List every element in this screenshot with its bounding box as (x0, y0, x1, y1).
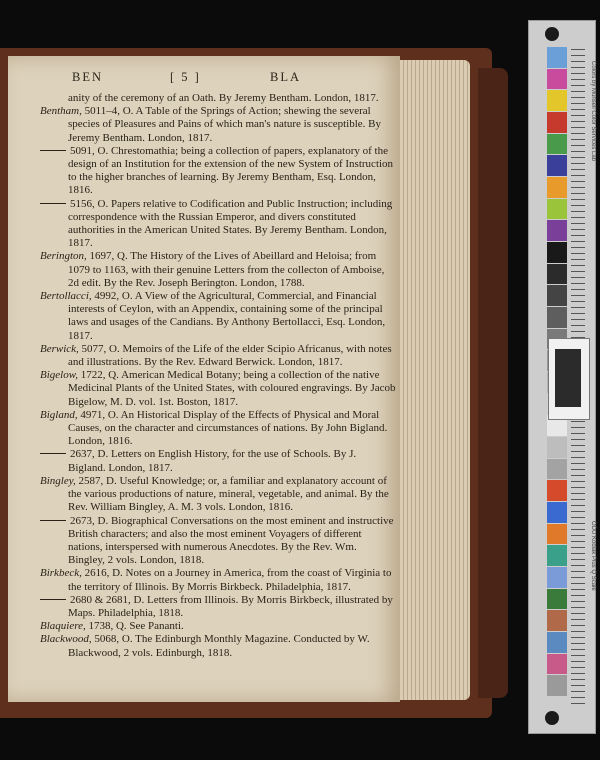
catalogue-entry (28, 92, 396, 105)
color-swatch (547, 589, 567, 610)
catalogue-entry (28, 198, 396, 251)
color-swatch (547, 545, 567, 566)
catalogue-entry (28, 409, 396, 449)
entry-text: 5077, O. Memoirs of the Life of the elder Scipio Africanus, with notes and illustrations. By the Rev. Edward Berwick. London, 1817. (68, 342, 392, 369)
color-swatch (547, 220, 567, 241)
book-page (8, 56, 400, 702)
entry-text: 2637, D. Letters on English History, for the use of Schools. By J. Bigland. London, 1817. (68, 448, 357, 474)
color-swatch (547, 134, 567, 155)
color-swatch (547, 47, 567, 68)
entry-text: 5011–4, O. A Table of the Springs of Action; shewing the several species of Pleasures and Pains of which man's nature is susceptible. By Jeremy Bentham. London, 1817. (68, 105, 381, 144)
catalogue-entry (28, 105, 396, 145)
entry-author: Bigelow, (40, 369, 78, 382)
ditto-dash (40, 599, 66, 600)
color-swatch (547, 177, 567, 198)
catalogue-entry (28, 633, 396, 659)
ditto-dash (40, 520, 66, 521)
color-swatch (547, 567, 567, 588)
catalogue-entry (28, 475, 396, 515)
book-spine (478, 68, 508, 698)
page-number: [ 5 ] (170, 70, 201, 84)
color-swatch (547, 155, 567, 176)
entry-text: 1697, Q. The History of the Lives of Abeillard and Heloisa; from 1079 to 1163, with their genuine Letters from the collecton of Amboise, 2d edit. By the Rev. Joseph Berington. London, 1788. (68, 250, 385, 289)
catalogue-entry (28, 369, 396, 409)
entry-text: 5091, O. Chrestomathia; being a collection of papers, explanatory of the design of an Institution for the extension of the new System of Instruction to the higher branches of learning. By Jeremy Bentham, Esq. London, 1816. (68, 144, 394, 197)
color-swatch (547, 632, 567, 653)
entry-text: 5068, O. The Edinburgh Monthly Magazine. Conducted by W. Blackwood, 2 vols. Edinburgh, 1818. (68, 633, 370, 659)
color-swatch (547, 610, 567, 631)
entry-text: 2616, D. Notes on a Journey in America, from the coast of Virginia to the territory of Illinois. By Morris Birkbeck. Philadelphia, 1817. (68, 567, 392, 593)
header-right: BLA (270, 70, 301, 84)
catalogue-entry (28, 343, 396, 369)
catalogue-entry (28, 515, 396, 568)
color-swatch (547, 69, 567, 90)
ditto-dash (40, 453, 66, 454)
entry-author: Blaquiere, (40, 620, 86, 633)
color-swatch (547, 654, 567, 675)
color-swatch (547, 675, 567, 696)
catalogue-entry (28, 620, 396, 633)
color-swatch (547, 524, 567, 545)
catalogue-entry (28, 250, 396, 290)
ruler-label-bottom: ODU Kodiak Plus Q Scale (590, 521, 596, 591)
running-header (8, 70, 400, 86)
entry-text: 1722, Q. American Medical Botany; being a collection of the native Medicinal Plants of the United States, with coloured engravings. By Jacob Bigelow, M. D. vol. 1st. Boston, 1817. (68, 369, 396, 408)
entry-text: 4971, O. An Historical Display of the Effects of Physical and Moral Causes, on the character and circumstances of nations. By John Bigland. London, 1816. (68, 408, 388, 448)
book (0, 48, 500, 718)
entry-author: Blackwood, (40, 633, 92, 646)
entry-author: Bertollacci, (40, 290, 92, 303)
entry-text: 2587, D. Useful Knowledge; or, a familiar and explanatory account of the various productions of nature, mineral, vegetable, and animal. By the Rev. William Bingley, A. M. 3 vols. London, 1816. (68, 474, 389, 514)
entry-author: Bingley, (40, 474, 76, 487)
entry-text: 2680 & 2681, D. Letters from Illinois. By Morris Birkbeck, illustrated by Maps. Philadelphia, 1818. (68, 593, 393, 619)
entry-text: 1738, Q. See Pananti. (85, 620, 184, 633)
entry-author: Bentham, (40, 105, 82, 118)
color-swatch (547, 459, 567, 480)
color-swatch (547, 502, 567, 523)
ditto-dash (40, 203, 66, 204)
catalogue-entry (28, 448, 396, 474)
page-edges (400, 60, 470, 700)
catalogue-entry (28, 567, 396, 593)
catalogue-entries (28, 92, 396, 660)
entry-author: Bigland, (40, 408, 78, 421)
entry-author: Berington, (40, 250, 87, 263)
ruler-hole-top (545, 27, 559, 41)
color-swatch (547, 242, 567, 263)
header-left: BEN (72, 70, 103, 84)
color-swatch (547, 264, 567, 285)
ruler-clip (548, 338, 590, 420)
color-swatch (547, 112, 567, 133)
entry-author: Birkbeck, (40, 567, 82, 580)
entry-text: 4992, O. A View of the Agricultural, Commercial, and Financial interests of Ceylon, with an Appendix, containing some of the principal laws and usages of the Candians. By Anthony Bertollacci, Esq. London, 1817. (68, 290, 386, 342)
entry-text: anity of the ceremony of an Oath. By Jeremy Bentham. London, 1817. (68, 92, 379, 104)
color-swatch (547, 199, 567, 220)
entry-author: Berwick, (40, 342, 79, 355)
ruler-label-top: Colors by Munsell Color Services Lab (590, 61, 596, 162)
ruler-hole-bottom (545, 711, 559, 725)
catalogue-entry (28, 290, 396, 343)
ditto-dash (40, 150, 66, 151)
entry-text: 2673, D. Biographical Conversations on the most eminent and instructive British characters; and also the most eminent Voyagers of different nations, interspersed with numerous Anecdotes. By the Rev. Wm. Bingley, 2 vols. London, 1818. (68, 514, 394, 567)
color-swatch (547, 285, 567, 306)
color-swatch (547, 90, 567, 111)
color-swatch (547, 437, 567, 458)
color-swatch (547, 480, 567, 501)
clip-label-area (555, 349, 581, 407)
entry-text: 5156, O. Papers relative to Codification and Public Instruction; including correspondence with the Russian Emperor, and divers constituted authorities in the American United States. By Jeremy Bentham. London, 1817. (68, 197, 393, 250)
catalogue-entry (28, 145, 396, 198)
color-swatch (547, 307, 567, 328)
catalogue-entry (28, 594, 396, 620)
